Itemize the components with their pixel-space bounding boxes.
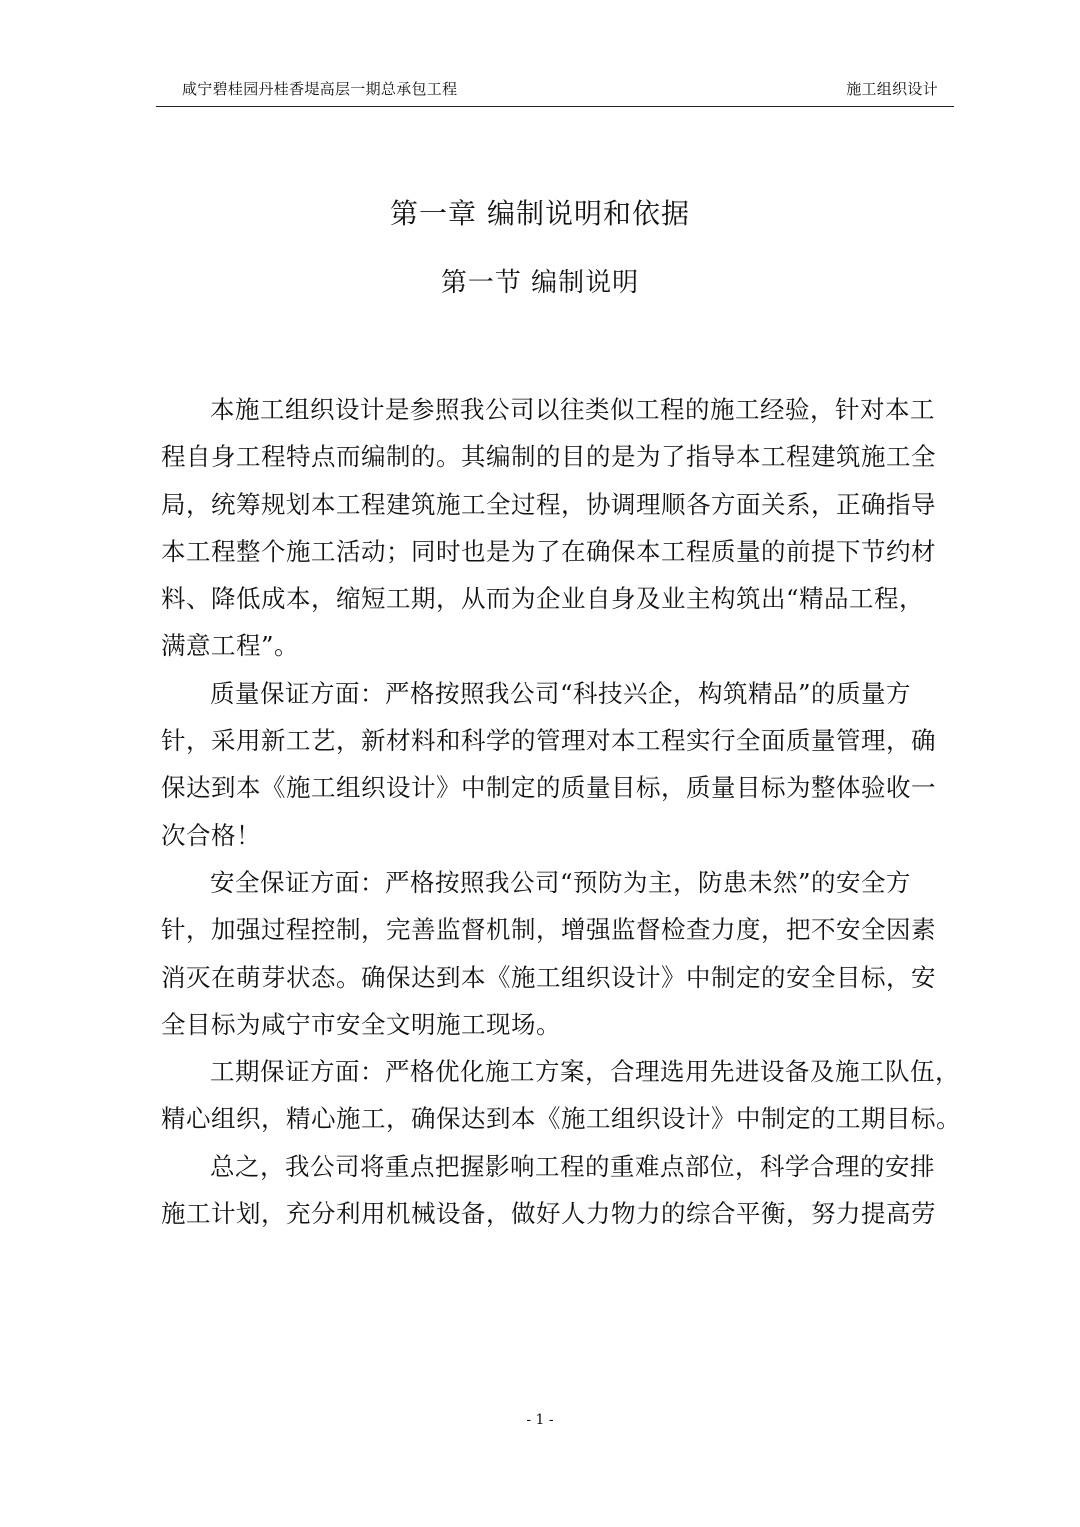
section-title: 第一节 编制说明 [440,268,640,298]
paragraph-line: 保达到本《施工组织设计》中制定的质量目标，质量目标为整体验收一 [161,773,936,803]
paragraph-line: 针，采用新工艺，新材料和科学的管理对本工程实行全面质量管理，确 [161,726,936,756]
paragraph-line: 质量保证方面：严格按照我公司“科技兴企，构筑精品”的质量方 [210,678,912,708]
page-header [156,70,954,107]
paragraph-line: 程自身工程特点而编制的。其编制的目的是为了指导本工程建筑施工全 [161,442,936,472]
body-text [161,386,961,1237]
paragraph-intro [161,386,955,670]
header-document-type: 施工组织设计 [846,80,938,98]
paragraph-summary [161,1143,955,1238]
paragraph-line: 消灭在萌芽状态。确保达到本《施工组织设计》中制定的安全目标，安 [161,962,936,992]
paragraph-line: 安全保证方面：严格按照我公司“预防为主，防患未然”的安全方 [210,867,912,897]
chapter-title: 第一章 编制说明和依据 [390,197,690,230]
paragraph-line: 针，加强过程控制，完善监督机制，增强监督检查力度，把不安全因素 [161,915,936,945]
paragraph-safety [161,859,955,1048]
paragraph-line: 全目标为咸宁市安全文明施工现场。 [161,1009,561,1039]
paragraph-quality [161,670,955,859]
paragraph-line: 施工计划，充分利用机械设备，做好人力物力的综合平衡，努力提高劳 [161,1199,936,1229]
paragraph-line: 工期保证方面：严格优化施工方案，合理选用先进设备及施工队伍， [210,1057,960,1087]
header-project-name: 咸宁碧桂园丹桂香堤高层一期总承包工程 [182,80,458,98]
paragraph-line: 本工程整个施工活动；同时也是为了在确保本工程质量的前提下节约材 [161,536,936,566]
page-number: - 1 - [526,1412,554,1428]
paragraph-line: 本施工组织设计是参照我公司以往类似工程的施工经验，针对本工 [210,395,935,424]
paragraph-line: 料、降低成本，缩短工期，从而为企业自身及业主构筑出“精品工程， [161,584,925,614]
paragraph-line: 局，统筹规划本工程建筑施工全过程，协调理顺各方面关系，正确指导 [161,489,936,519]
paragraph-line: 精心组织，精心施工，确保达到本《施工组织设计》中制定的工期目标。 [161,1104,961,1134]
paragraph-schedule [161,1048,961,1143]
paragraph-line: 次合格！ [161,820,261,850]
paragraph-line: 满意工程”。 [161,631,300,661]
paragraph-line: 总之，我公司将重点把握影响工程的重难点部位，科学合理的安排 [210,1151,935,1181]
